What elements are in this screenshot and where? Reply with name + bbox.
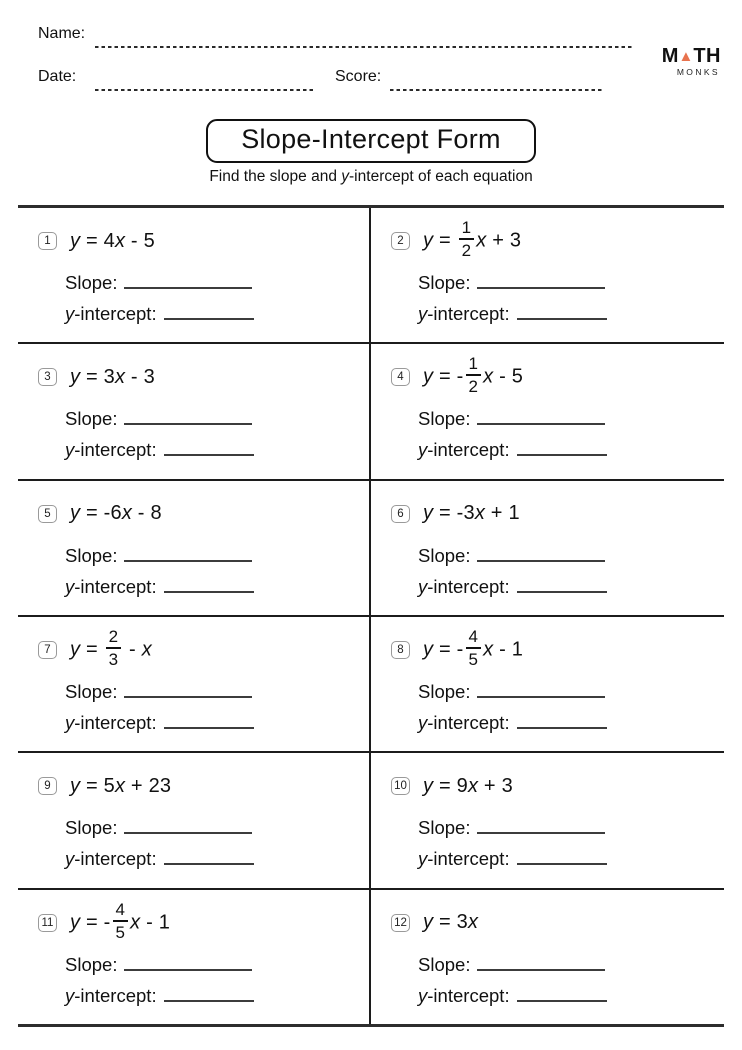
problem-number: 7	[38, 641, 57, 659]
problem-cell	[18, 208, 371, 342]
slope-answer-blank[interactable]	[477, 683, 605, 698]
problem-cell	[371, 753, 724, 887]
problem-number: 2	[391, 232, 410, 250]
answers	[65, 408, 361, 461]
slope-label: Slope:	[418, 408, 471, 430]
math-monks-logo	[649, 45, 721, 77]
equation-row	[38, 491, 361, 537]
problem-cell	[371, 344, 724, 478]
slope-answer-blank[interactable]	[477, 274, 605, 289]
equation: y = 5x + 23	[70, 774, 172, 797]
logo-letters-th: TH	[693, 45, 721, 67]
problem-row	[18, 481, 724, 617]
y-intercept-answer-blank[interactable]	[164, 987, 254, 1002]
equation: y = - $\frac{1}{2}$ x - 5	[423, 354, 524, 397]
slope-label: Slope:	[65, 680, 118, 702]
y-intercept-answer-blank[interactable]	[517, 987, 607, 1002]
y-intercept-answer-blank[interactable]	[164, 441, 254, 456]
y-intercept-answer-blank[interactable]	[517, 441, 607, 456]
problem-number: 3	[38, 368, 57, 386]
problem-cell	[18, 890, 371, 1024]
y-intercept-label: y-intercept:	[418, 711, 510, 733]
problem-number: 9	[38, 777, 57, 795]
problem-cell	[18, 481, 371, 615]
instructions: Find the slope and y-intercept of each equation	[209, 168, 533, 185]
slope-answer-blank[interactable]	[124, 956, 252, 971]
answers	[418, 408, 716, 461]
y-intercept-label: y-intercept:	[418, 303, 510, 324]
problem-cell	[18, 753, 371, 887]
slope-label: Slope:	[418, 953, 471, 975]
y-intercept-answer-blank[interactable]	[517, 305, 607, 320]
equation: y = 4x - 5	[70, 229, 155, 252]
y-intercept-label: y-intercept:	[65, 984, 157, 1006]
problem-number: 1	[38, 232, 57, 250]
equation: y = -6x - 8	[70, 502, 162, 525]
fraction: $\frac{4}{5}$	[113, 901, 129, 941]
equation-row	[391, 491, 716, 537]
problem-number: 6	[391, 505, 410, 523]
date-field-line[interactable]	[95, 89, 313, 91]
answers	[65, 954, 361, 1007]
slope-label: Slope:	[418, 272, 471, 293]
problem-cell	[371, 481, 724, 615]
y-intercept-label: y-intercept:	[418, 575, 510, 597]
problem-row	[18, 208, 724, 344]
problem-cell	[371, 617, 724, 751]
problem-cell	[18, 344, 371, 478]
answers	[418, 681, 716, 734]
problem-number: 10	[391, 777, 410, 795]
problem-number: 5	[38, 505, 57, 523]
problem-row	[18, 753, 724, 889]
answers	[65, 545, 361, 598]
logo-subtext: MONKS	[676, 67, 720, 77]
problem-row	[18, 344, 724, 480]
fraction: $\frac{1}{2}$	[466, 355, 482, 395]
y-intercept-label: y-intercept:	[418, 439, 510, 461]
y-intercept-answer-blank[interactable]	[164, 714, 254, 729]
slope-label: Slope:	[65, 953, 118, 975]
y-intercept-label: y-intercept:	[65, 575, 157, 597]
score-label: Score:	[335, 68, 382, 85]
slope-label: Slope:	[65, 408, 118, 430]
slope-answer-blank[interactable]	[477, 956, 605, 971]
name-label: Name:	[38, 25, 86, 42]
problem-row	[18, 890, 724, 1024]
y-intercept-answer-blank[interactable]	[164, 578, 254, 593]
equation-row	[38, 900, 361, 946]
slope-answer-blank[interactable]	[477, 819, 605, 834]
fraction: $\frac{1}{2}$	[459, 219, 475, 259]
problem-row	[18, 617, 724, 753]
problem-number: 12	[391, 914, 410, 932]
y-intercept-label: y-intercept:	[65, 711, 157, 733]
problem-cell	[18, 617, 371, 751]
slope-label: Slope:	[418, 817, 471, 839]
slope-answer-blank[interactable]	[477, 410, 605, 425]
slope-label: Slope:	[65, 544, 118, 566]
answers	[418, 545, 716, 598]
fraction: $\frac{4}{5}$	[466, 628, 482, 668]
y-intercept-answer-blank[interactable]	[164, 305, 254, 320]
equation: y = 3x	[423, 911, 479, 934]
slope-label: Slope:	[418, 544, 471, 566]
equation-row	[391, 900, 716, 946]
logo-wordmark	[649, 45, 721, 68]
y-intercept-answer-blank[interactable]	[517, 578, 607, 593]
name-field-line[interactable]	[95, 46, 632, 48]
y-intercept-answer-blank[interactable]	[517, 850, 607, 865]
equation: y = 9x + 3	[423, 774, 513, 797]
score-field-line[interactable]	[390, 89, 602, 91]
equation-row	[38, 627, 361, 673]
y-intercept-answer-blank[interactable]	[517, 714, 607, 729]
equation: y = $\frac{1}{2}$ x + 3	[423, 218, 522, 260]
y-intercept-label: y-intercept:	[65, 439, 157, 461]
title-wrap	[0, 119, 742, 163]
y-intercept-label: y-intercept:	[418, 984, 510, 1006]
y-intercept-label: y-intercept:	[65, 303, 157, 324]
equation-row	[391, 354, 716, 400]
equation-row	[38, 763, 361, 809]
fraction: $\frac{2}{3}$	[106, 628, 122, 668]
triangle-icon: ▲	[678, 48, 694, 65]
equation: y = -3x + 1	[423, 502, 520, 525]
equation-row	[391, 763, 716, 809]
slope-answer-blank[interactable]	[124, 683, 252, 698]
equation: y = $\frac{2}{3}$ - x	[70, 626, 152, 669]
slope-label: Slope:	[65, 817, 118, 839]
answers	[65, 681, 361, 734]
answers	[418, 954, 716, 1007]
slope-answer-blank[interactable]	[124, 547, 252, 562]
slope-answer-blank[interactable]	[124, 410, 252, 425]
y-intercept-label: y-intercept:	[65, 848, 157, 870]
equation-row	[38, 218, 361, 264]
answers	[418, 272, 716, 325]
answers	[65, 272, 361, 325]
equation: y = - $\frac{4}{5}$ x - 1	[70, 899, 171, 942]
date-label: Date:	[38, 68, 77, 85]
slope-answer-blank[interactable]	[124, 819, 252, 834]
y-intercept-label: y-intercept:	[418, 848, 510, 870]
problems-grid	[18, 205, 724, 1027]
equation-row	[391, 627, 716, 673]
equation-row	[391, 218, 716, 264]
problem-cell	[371, 208, 724, 342]
slope-answer-blank[interactable]	[124, 274, 252, 289]
equation: y = - $\frac{4}{5}$ x - 1	[423, 626, 524, 669]
answers	[65, 817, 361, 870]
slope-answer-blank[interactable]	[477, 547, 605, 562]
problem-number: 8	[391, 641, 410, 659]
problem-number: 4	[391, 368, 410, 386]
problem-cell	[371, 890, 724, 1024]
equation: y = 3x - 3	[70, 365, 155, 388]
y-intercept-answer-blank[interactable]	[164, 850, 254, 865]
equation-row	[38, 354, 361, 400]
page-title: Slope-Intercept Form	[206, 119, 536, 163]
answers	[418, 817, 716, 870]
problem-number: 11	[38, 914, 57, 932]
logo-letter-m: M	[661, 45, 679, 67]
slope-label: Slope:	[418, 680, 471, 702]
slope-label: Slope:	[65, 272, 118, 293]
